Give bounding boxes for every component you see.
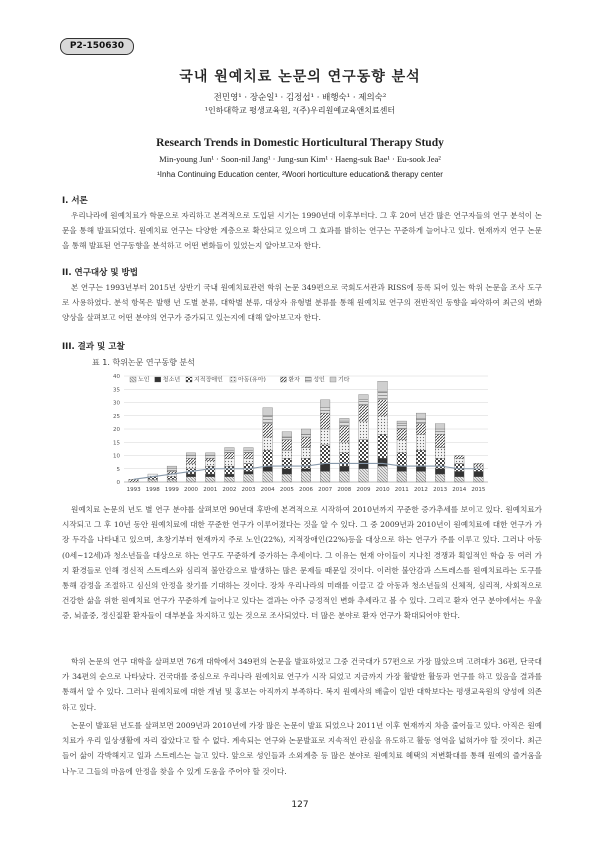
bar-segment: [282, 469, 292, 474]
bar-segment: [263, 416, 273, 424]
x-tick-label: 2007: [318, 487, 333, 493]
bar-segment: [435, 474, 445, 482]
bar-segment: [167, 469, 177, 472]
bar-segment: [205, 477, 215, 482]
legend-swatch: [230, 377, 236, 382]
bar-segment: [282, 458, 292, 469]
y-tick-label: 0: [116, 480, 120, 486]
x-tick-label: 2002: [222, 487, 237, 493]
x-tick-label: 2001: [203, 487, 218, 493]
bar-segment: [263, 424, 273, 437]
bar-segment: [301, 471, 311, 482]
bar-segment: [340, 466, 350, 471]
bar-segment: [435, 434, 445, 447]
bar-segment: [397, 453, 407, 466]
intro-paragraph: 우리나라에 원예치료가 학문으로 자리하고 본격적으로 도입된 시기는 1990년대 이후부터다. 그 후 20여 년간 많은 연구자들의 연구 분석이 논문을 통해 발표되었다. 원예치료 연구는 다양한 계층으로 확산되고 있으며 그 효과를 밝히는 연구는 꾸준하게 늘어나고 있다. 현재까지 연구 논문을 통해 발표된 연구동향을 분석하고 어떤 변화들이 있었는지 알아보고자 한다.: [62, 211, 542, 251]
bar-segment: [340, 426, 350, 442]
legend-swatch: [330, 377, 336, 382]
section-heading-methods: II. 연구대상 및 방법: [62, 268, 138, 278]
bar-segment: [225, 477, 235, 482]
bar-segment: [129, 479, 139, 482]
bar-segment: [416, 418, 426, 423]
bar-segment: [186, 477, 196, 482]
x-tick-label: 2009: [356, 487, 371, 493]
bar-segment: [301, 437, 311, 448]
bar-segment: [474, 471, 484, 476]
bar-segment: [378, 434, 388, 458]
x-tick-label: 1998: [145, 487, 160, 493]
y-tick-label: 40: [113, 374, 120, 380]
english-title: Research Trends in Domestic Horticultural Therapy Study: [156, 137, 444, 149]
results-paragraph-3: 논문이 발표된 년도를 살펴보면 2009년과 2010년에 가장 많은 논문이 발표 되었으나 2011년 이후 현재까지 차츰 줄어들고 있다. 아직은 원예치료가 우리 일상생활에 자리 잡았다고 할 수 없다. 계속되는 연구와 논문발표로 지속적인 관심을 유도하고 활동 영역을 넓혀가야 할 것이다. 최근 들어 삶이 각박해지고 일과 스트레스는 늘고 있다. 앞으로 성인들과 소외계층 등 많은 분야로 원예치료 혜택의 저변확대를 통해 원예의 즐거움을 나누고 그들의 마음에 안정을 찾을 수 있게 도움을 주어야 할 것이다.: [62, 721, 542, 776]
bar-segment: [205, 453, 215, 456]
bar-segment: [186, 463, 196, 468]
bar-segment: [378, 416, 388, 435]
bar-segment: [435, 458, 445, 469]
bar-segment: [225, 448, 235, 451]
bar-segment: [454, 463, 464, 471]
bar-segment: [244, 463, 254, 471]
x-tick-label: 2011: [394, 487, 409, 493]
legend-swatch: [155, 377, 161, 382]
bar-segment: [397, 421, 407, 424]
bar-segment: [186, 456, 196, 459]
bar-segment: [244, 458, 254, 463]
x-tick-label: 2014: [452, 487, 467, 493]
bar-segment: [282, 432, 292, 437]
bar-segment: [435, 448, 445, 459]
bar-segment: [454, 458, 464, 463]
bar-segment: [397, 424, 407, 429]
results-paragraph-1: 원예치료 논문의 년도 별 연구 분야를 살펴보면 90년대 후반에 본격적으로 시작하여 2010년까지 꾸준한 증가추세를 보이고 있다. 원예치료가 시작되고 그 후 10년 동안 원예치료에 대한 꾸준한 연구가 이루어졌다는 것을 알 수 있다. 그 중 2009년과 2010년이 원예치료에 대한 연구가 가장 두각을 나타내고 있으며, 초창기부터 현재까지 주로 노인(22%), 지적장애인(22%)등을 대상으로 하는 연구가 주를 이루고 있다. 그러나 아동(0세~12세)과 청소년들을 대상으로 하는 연구도 꾸준하게 증가하는 추세이다. 그 이유는 현재 아이들이 지나친 경쟁과 획일적인 학습 등 여러 가지 환경들로 인해 정신적 스트레스와 심리적 불안감으로 발생하는 많은 문제들 때문일 것이다. 이러한 불안감과 스트레스를 원예치료라는 도구를 통해 감정을 조절하고 심신의 안정을 찾기를 기대하는 것이다. 장차 우리나라의 미래를 이끌고 갈 아동과 청소년들의 신체적, 심리적, 사회적으로 건강한 삶을 위한 원예치료 연구가 꾸준하게 늘어나고 있다는 결과는 아주 긍정적인 변화 추세라고 볼 수 있다. 그리고 환자 연구 분야에서는 우울증, 뇌졸중, 정신질환 환자들이 대부분을 차지하고 있는 것으로 조사되었다. 더 많은 분야로 환자 연구가 확대되어야 한다.: [62, 505, 542, 621]
bar-segment: [263, 437, 273, 450]
legend-swatch: [130, 377, 136, 382]
bar-segment: [263, 408, 273, 416]
bar-segment: [225, 450, 235, 453]
bar-segment: [416, 450, 426, 466]
x-tick-label: 2006: [299, 487, 313, 493]
results-paragraph-2: 학위 논문의 연구 대학을 살펴보면 76개 대학에서 349편의 논문을 발표하였고 그중 건국대가 57편으로 가장 많았으며 고려대가 36편, 단국대가 34편의 순으로 나타났다. 건국대를 중심으로 우리나라 원예치료 연구가 시작 되었고 지금까지 가장 활발한 활동과 연구를 하고 있음을 결과를 통해서 알 수 있다. 그러나 원예치료에 대한 개념 및 홍보는 아직까지 부족하다. 복지 원예사의 배출이 일반 대학보다는 평생교육원의 양성에 의존하고 있다.: [62, 657, 542, 712]
bar-segment: [340, 453, 350, 466]
x-tick-label: 2010: [375, 487, 390, 493]
bar-segment: [397, 471, 407, 482]
bar-segment: [474, 477, 484, 482]
x-tick-label: 1999: [164, 487, 179, 493]
bar-segment: [244, 450, 254, 453]
bar-segment: [378, 392, 388, 400]
bar-segment: [320, 463, 330, 471]
section-heading-results: III. 결과 및 고찰: [62, 342, 125, 352]
bar-segment: [416, 434, 426, 450]
bar-segment: [282, 474, 292, 482]
legend-label: 청소년: [162, 376, 181, 384]
legend-label: 환자: [288, 376, 300, 384]
bar-segment: [301, 434, 311, 437]
y-tick-label: 20: [113, 427, 120, 433]
bar-segment: [320, 429, 330, 445]
bar-segment: [340, 418, 350, 421]
bar-segment: [340, 442, 350, 453]
y-tick-label: 35: [113, 387, 120, 394]
bar-segment: [244, 448, 254, 451]
legend-swatch: [305, 377, 311, 382]
bar-segment: [148, 479, 158, 482]
bar-segment: [359, 405, 369, 421]
x-tick-label: 2008: [337, 487, 352, 493]
bar-segment: [205, 461, 215, 466]
bar-segment: [397, 466, 407, 471]
bar-segment: [282, 450, 292, 458]
page-number: 127: [291, 800, 309, 810]
bar-segment: [416, 424, 426, 435]
bar-segment: [225, 474, 235, 477]
bar-segment: [359, 421, 369, 440]
bar-segment: [378, 400, 388, 416]
y-tick-label: 30: [113, 400, 120, 407]
bar-segment: [205, 456, 215, 459]
legend-label: 성인: [313, 376, 325, 384]
y-tick-label: 15: [113, 440, 120, 447]
x-tick-label: 2005: [279, 487, 294, 493]
bar-segment: [301, 469, 311, 472]
bar-segment: [454, 477, 464, 482]
section-heading-introduction: I. 서론: [62, 196, 88, 206]
bar-segment: [205, 466, 215, 474]
bar-segment: [474, 463, 484, 466]
bar-segment: [378, 381, 388, 392]
bar-segment: [282, 440, 292, 451]
bar-segment: [320, 413, 330, 429]
bar-segment: [244, 471, 254, 474]
bar-segment: [167, 479, 177, 482]
bar-segment: [454, 471, 464, 476]
bar-segment: [167, 466, 177, 469]
bar-segment: [320, 400, 330, 408]
x-tick-label: 2003: [241, 487, 256, 493]
bar-segment: [263, 471, 273, 482]
bar-segment: [301, 448, 311, 459]
bar-segment: [340, 471, 350, 482]
x-tick-label: 1993: [126, 487, 141, 493]
legend-label: 아동(유아): [238, 376, 266, 384]
bar-segment: [282, 437, 292, 440]
methods-paragraph: 본 연구는 1993년부터 2015년 상반기 국내 원예치료관련 학위 논문 349편으로 국회도서관과 RISS에 등록 되어 있는 학위 논문을 조사 도구로 사용하였다. 분석 항목은 발행 년 도별 분류, 대학별 분류, 대상자 유형별 분류를 통해 원예치료 연구의 전반적인 동향을 파악하여 최근의 변화 양상을 살펴보고 어떤 분야의 연구가 증가되고 있는지에 대해 알아보고자 한다.: [62, 283, 542, 323]
bar-segment: [167, 477, 177, 480]
bar-segment: [320, 408, 330, 413]
bar-segment: [416, 466, 426, 471]
bar-segment: [416, 413, 426, 418]
bar-segment: [225, 453, 235, 458]
bar-segment: [397, 429, 407, 440]
legend-swatch: [280, 377, 286, 382]
x-tick-label: 2013: [433, 487, 448, 493]
legend-label: 기타: [338, 376, 350, 384]
legend-swatch: [186, 377, 192, 382]
bar-segment: [397, 440, 407, 453]
bar-segment: [244, 453, 254, 458]
bar-segment: [378, 458, 388, 466]
bar-segment: [320, 471, 330, 482]
bar-segment: [340, 421, 350, 426]
y-tick-label: 5: [116, 466, 120, 473]
bar-segment: [186, 474, 196, 477]
bar-segment: [416, 471, 426, 482]
bar-segment: [359, 440, 369, 461]
y-tick-label: 10: [113, 453, 120, 460]
bar-segment: [301, 429, 311, 434]
bar-segment: [320, 445, 330, 464]
bar-segment: [359, 469, 369, 482]
bar-segment: [263, 450, 273, 466]
bar-segment: [435, 429, 445, 434]
bar-segment: [205, 458, 215, 461]
bar-segment: [244, 474, 254, 482]
english-authors: Min-young Jun¹ · Soon-nil Jang¹ · Jung-sun Kim¹ · Haeng-suk Bae¹ · Eu-sook Jea²: [159, 154, 441, 164]
bar-segment: [301, 458, 311, 469]
bar-segment: [378, 466, 388, 482]
legend-label: 지적장애인: [194, 376, 223, 384]
bar-segment: [359, 461, 369, 469]
y-tick-label: 25: [113, 413, 120, 420]
x-tick-label: 2015: [471, 487, 486, 493]
x-tick-label: 2000: [184, 487, 199, 493]
korean-authors: 전민영¹ · 장순일¹ · 김정섭¹ · 배행숙¹ · 제의숙²: [213, 93, 387, 103]
english-affiliation: ¹Inha Continuing Education center, ²Woori horticulture education& therapy center: [157, 170, 443, 179]
bar-segment: [454, 456, 464, 459]
figure-caption: 표 1. 학위논문 연구동향 분석: [92, 358, 195, 367]
korean-title: 국내 원예치료 논문의 연구동향 분석: [179, 69, 421, 85]
bar-segment: [186, 458, 196, 463]
bar-segment: [359, 395, 369, 400]
poster-id-badge: P2-150630: [60, 38, 134, 55]
x-tick-label: 2004: [260, 487, 275, 493]
bar-segment: [225, 466, 235, 474]
bar-segment: [435, 469, 445, 474]
bar-segment: [359, 400, 369, 405]
bar-segment: [435, 424, 445, 429]
bar-segment: [205, 474, 215, 477]
bar-segment: [186, 453, 196, 456]
bar-segment: [225, 458, 235, 466]
x-tick-label: 2012: [413, 487, 428, 493]
legend-label: 노인: [138, 376, 150, 384]
research-trend-chart: [104, 370, 494, 496]
korean-affiliation: ¹인하대학교 평생교육원, ²(주)우리원예교육앤치료센터: [204, 106, 396, 115]
